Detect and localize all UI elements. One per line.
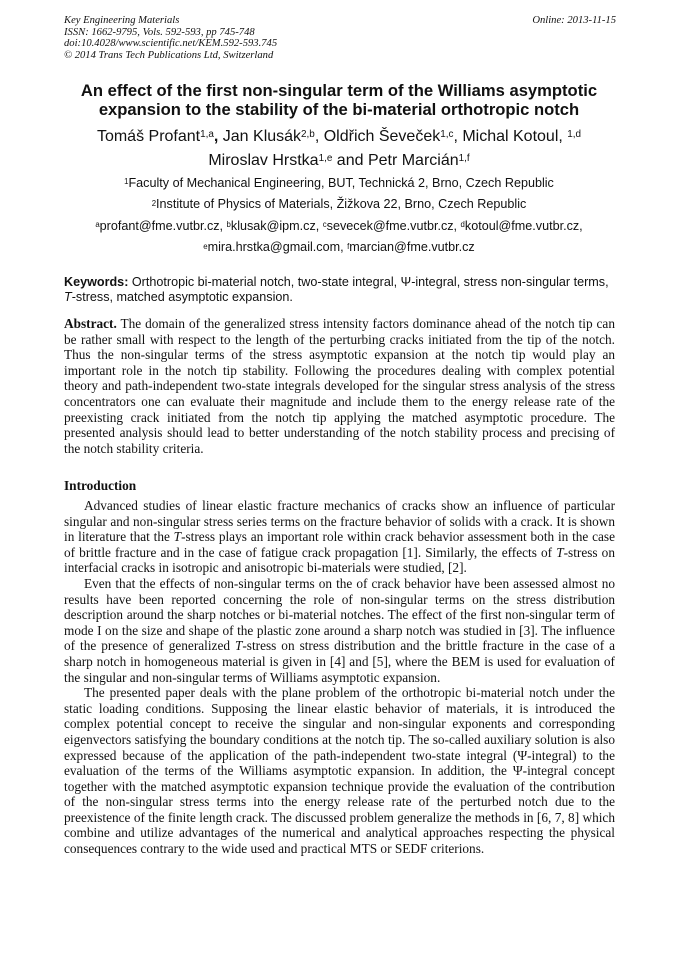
- doi: doi:10.4028/www.scientific.net/KEM.592-593.745: [64, 38, 278, 50]
- author: Michal Kotoul,: [462, 128, 568, 145]
- author: Jan Klusák: [222, 128, 302, 145]
- author: Oldřich Ševeček: [323, 128, 441, 145]
- abstract: [64, 316, 615, 456]
- email-sup: c: [322, 220, 327, 230]
- paragraph: [64, 685, 615, 857]
- title-line: An effect of the first non-singular term of the Williams asymptotic: [80, 81, 598, 100]
- author: Petr Marcián: [367, 151, 459, 169]
- email: kotoul@fme.vutbr.cz,: [464, 218, 583, 233]
- affiliations: [40, 173, 638, 259]
- online-date: Online: 2013-11-15: [532, 15, 616, 26]
- abstract-text: The domain of the generalized stress intensity factors dominance ahead of the notch tip can be rather small with respect to the length of the perturbing cracks initiated from the tip of the notch. Thus the non-singular terms of the stress asymptotic expansion at the notch tip would play an important role in the notch tip stability. Following the procedures dealing with complex potential theory and path-independent two-state integrals developed for the singular stress analysis of the stress concentrators one can evaluate their magnitude and include them to the energy release rate of the preexisting crack initiated from the notch tip applying the matched asymptotic procedure. The presented analysis should lead to better understanding of the notch stability process and precising of the notch stability criteria.: [64, 316, 615, 456]
- email-sup: b: [226, 220, 231, 230]
- text-segment: The presented paper deals with the plane problem of the orthotropic bi-material notch under the static loading conditions. Supposing the linear elastic behavior of materials, it is introduced the complex potential concept to receive the singular and non-singular exponents and corresponding eigenvectors satisfying the boundary conditions at the notch tip. The so-called auxiliary solution is also expressed because of the application of the path-independent two-state integral (Ψ-integral) to the evaluation of the terms of the Williams asymptotic expansion. In addition, the Ψ-integral concept together with the matched asymptotic expansion technique provide the evaluation of the contribution of the non-singular stress terms into the energy release rate of the perturbed notch due to the preexistence of the finite length crack. The discussed problem generalize the methods in [6, 7, 8] which combine and utilize advantages of the numerical and analytical approaches respecting the physical consequences contrary to the wide used and practical MTS or SEDF criterions.: [64, 685, 615, 857]
- keywords-text: Orthotropic bi-material notch, two-state integral, Ψ-integral, stress non-singular terms,: [128, 275, 609, 289]
- affil-sup: 1: [124, 177, 129, 187]
- title-line: expansion to the stability of the bi-material orthotropic notch: [98, 99, 580, 119]
- author-line: [40, 125, 638, 149]
- affil-sup: 2: [151, 198, 157, 208]
- keywords-text: -stress, matched asymptotic expansion.: [71, 290, 293, 304]
- keywords: [64, 275, 616, 305]
- email-line: [40, 237, 638, 258]
- author-sup: 1,a: [200, 129, 214, 141]
- author-sep: and: [332, 151, 368, 169]
- email-sup: e: [203, 241, 208, 251]
- italic-symbol: T: [556, 544, 564, 560]
- text-segment: Advanced studies of linear elastic fracture mechanics of cracks show an influence of particular singular and non-singular stress series terms on the fracture behavior of solids with a crack. It is shown in literature that the: [64, 498, 615, 545]
- author-sep: ,: [453, 128, 463, 145]
- email: klusak@ipm.cz,: [230, 218, 323, 233]
- email-sup: d: [460, 220, 465, 230]
- paper-title: [40, 82, 638, 119]
- author-list: [40, 125, 638, 172]
- copyright: © 2014 Trans Tech Publications Ltd, Switzerland: [64, 50, 274, 62]
- text-segment: -stress on stress distribution and the brittle fracture in the case of a sharp notch in homogeneous material is given in [4] and [5], where the BEM is used for evaluation of the singular and non-singular terms of Williams asymptotic expansion.: [64, 638, 615, 685]
- author-sup: 1,f: [458, 152, 470, 164]
- affil-text: Institute of Physics of Materials, Žižkova 22, Brno, Czech Republic: [156, 197, 527, 212]
- text-segment: -stress on interfacial cracks in isotropic and anisotropic bi-materials were studied, [2].: [64, 544, 615, 576]
- email-sup: a: [95, 220, 100, 230]
- issn: ISSN: 1662-9795, Vols. 592-593, pp 745-748: [64, 26, 255, 38]
- affiliation: [40, 173, 638, 194]
- author: Tomáš Profant: [96, 128, 201, 145]
- email: profant@fme.vutbr.cz,: [99, 218, 227, 233]
- author-line: [40, 149, 638, 173]
- text-segment: -stress plays an important role within crack behavior assessment both in the case of brittle fracture and in the case of fatigue crack propagation [1]. Similarly, the effects of: [64, 529, 615, 560]
- keywords-label: Keywords:: [64, 275, 129, 289]
- email-line: [40, 216, 638, 237]
- paragraph: [64, 576, 615, 685]
- section-heading: Introduction: [64, 478, 137, 493]
- keywords-italic: T: [64, 290, 72, 304]
- author-sep: ,: [213, 128, 223, 145]
- author-sup: 1,d: [567, 129, 582, 141]
- email: mira.hrstka@gmail.com,: [207, 240, 348, 255]
- author-sup: 2,b: [301, 129, 315, 141]
- author-sep: ,: [314, 128, 324, 145]
- italic-symbol: T: [173, 529, 182, 545]
- email-sup: f: [347, 241, 350, 251]
- journal-name: Key Engineering Materials: [64, 15, 180, 26]
- email: marcian@fme.vutbr.cz: [349, 240, 475, 255]
- journal-header: [64, 15, 616, 62]
- affiliation: [40, 194, 638, 215]
- italic-symbol: T: [234, 638, 243, 654]
- introduction-body: [64, 498, 615, 857]
- text-segment: Even that the effects of non-singular terms on the of crack behavior have been assessed almost no results have been reported concerning the role of non-singular terms on the stress distribution description around the sharp notches or bi-material notches. The effect of the first non-singular term of mode I on the size and shape of the plastic zone around a sharp notch was studied in [3]. The influence of the presence of generalized: [64, 575, 615, 654]
- author: Miroslav Hrstka: [208, 151, 319, 169]
- paragraph: [64, 498, 615, 576]
- affil-text: Faculty of Mechanical Engineering, BUT, Technická 2, Brno, Czech Republic: [128, 176, 554, 190]
- author-sup: 1,e: [318, 152, 333, 164]
- abstract-label: Abstract.: [64, 316, 117, 331]
- email: sevecek@fme.vutbr.cz,: [326, 218, 461, 233]
- author-sup: 1,c: [440, 129, 454, 141]
